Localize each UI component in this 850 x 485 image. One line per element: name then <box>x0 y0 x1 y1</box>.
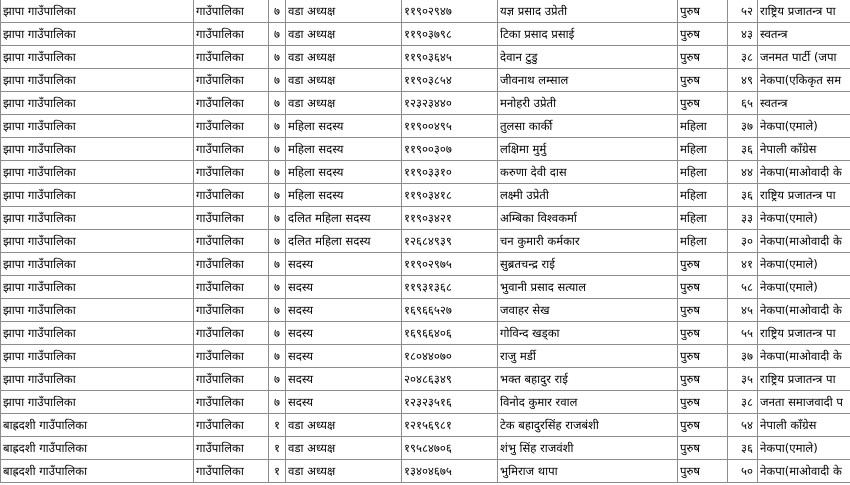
cell-district[interactable]: बाह्रदशी गाउँपालिका <box>1 460 194 483</box>
cell-district[interactable]: झापा गाउँपालिका <box>1 46 194 69</box>
table-row <box>1 0 850 23</box>
cell-ward[interactable]: ७ <box>269 299 286 322</box>
cell-district[interactable]: झापा गाउँपालिका <box>1 184 194 207</box>
cell-district[interactable]: झापा गाउँपालिका <box>1 345 194 368</box>
cell-district[interactable]: झापा गाउँपालिका <box>1 161 194 184</box>
cell-gender[interactable]: पुरुष <box>678 0 728 23</box>
cell-party[interactable]: स्वतन्त्र <box>758 92 850 115</box>
table-row <box>1 161 850 184</box>
cell-ward[interactable]: ७ <box>269 0 286 23</box>
cell-municipality-type[interactable]: गाउँपालिका <box>194 138 269 161</box>
cell-gender[interactable]: महिला <box>678 138 728 161</box>
cell-candidate-name[interactable]: लक्षिमा मुर्मु <box>498 138 678 161</box>
cell-voter-id[interactable]: ११९०३४२१ <box>402 207 498 230</box>
cell-ward[interactable]: ७ <box>269 322 286 345</box>
cell-age[interactable]: ५२ <box>728 0 758 23</box>
cell-ward[interactable]: १ <box>269 460 286 483</box>
cell-party[interactable]: नेकपा(एमाले) <box>758 437 850 460</box>
table-row <box>1 46 850 69</box>
cell-age[interactable]: ३० <box>728 230 758 253</box>
cell-ward[interactable]: ७ <box>269 230 286 253</box>
cell-party[interactable]: राष्ट्रिय प्रजातन्त्र पा <box>758 184 850 207</box>
cell-candidate-name[interactable]: सुब्रतचन्द्र राई <box>498 253 678 276</box>
cell-party[interactable]: नेपाली काँग्रेस <box>758 138 850 161</box>
cell-municipality-type[interactable]: गाउँपालिका <box>194 207 269 230</box>
cell-candidate-name[interactable]: विनोद कुमार रवाल <box>498 391 678 414</box>
cell-ward[interactable]: ७ <box>269 368 286 391</box>
cell-age[interactable]: ४४ <box>728 161 758 184</box>
cell-age[interactable]: ३३ <box>728 207 758 230</box>
cell-post[interactable]: सदस्य <box>286 368 402 391</box>
cell-age[interactable]: ३६ <box>728 437 758 460</box>
cell-age[interactable]: ३८ <box>728 46 758 69</box>
cell-party[interactable]: नेकपा(एमाले) <box>758 276 850 299</box>
cell-post[interactable]: सदस्य <box>286 345 402 368</box>
cell-party[interactable]: राष्ट्रिय प्रजातन्त्र पा <box>758 368 850 391</box>
cell-district[interactable]: झापा गाउँपालिका <box>1 276 194 299</box>
cell-party[interactable]: जनता समाजवादी प <box>758 391 850 414</box>
cell-district[interactable]: बाह्रदशी गाउँपालिका <box>1 437 194 460</box>
cell-gender[interactable]: पुरुष <box>678 299 728 322</box>
cell-gender[interactable]: पुरुष <box>678 322 728 345</box>
cell-municipality-type[interactable]: गाउँपालिका <box>194 23 269 46</box>
cell-candidate-name[interactable]: भुमिराज थापा <box>498 460 678 483</box>
table-row <box>1 368 850 391</box>
cell-candidate-name[interactable]: भक्त बहादुर राई <box>498 368 678 391</box>
cell-party[interactable]: नेकपा(माओवादी के <box>758 230 850 253</box>
cell-ward[interactable]: ७ <box>269 161 286 184</box>
cell-candidate-name[interactable]: मनोहरी उप्रेती <box>498 92 678 115</box>
cell-party[interactable]: स्वतन्त्र <box>758 23 850 46</box>
table-row <box>1 299 850 322</box>
cell-voter-id[interactable]: ११९०३७९८ <box>402 23 498 46</box>
cell-post[interactable]: दलित महिला सदस्य <box>286 207 402 230</box>
cell-ward[interactable]: ७ <box>269 391 286 414</box>
cell-district[interactable]: झापा गाउँपालिका <box>1 391 194 414</box>
cell-district[interactable]: झापा गाउँपालिका <box>1 368 194 391</box>
table-row <box>1 253 850 276</box>
cell-age[interactable]: ३७ <box>728 345 758 368</box>
table-row <box>1 345 850 368</box>
cell-ward[interactable]: ७ <box>269 345 286 368</box>
cell-voter-id[interactable]: १८०४४०७० <box>402 345 498 368</box>
cell-municipality-type[interactable]: गाउँपालिका <box>194 368 269 391</box>
cell-municipality-type[interactable]: गाउँपालिका <box>194 437 269 460</box>
cell-voter-id[interactable]: ११९०३४१८ <box>402 184 498 207</box>
cell-candidate-name[interactable]: देवान टुडु <box>498 46 678 69</box>
cell-post[interactable]: सदस्य <box>286 299 402 322</box>
cell-party[interactable]: नेकपा(एमाले) <box>758 115 850 138</box>
cell-voter-id[interactable]: १२३२३४४० <box>402 92 498 115</box>
cell-post[interactable]: महिला सदस्य <box>286 184 402 207</box>
cell-municipality-type[interactable]: गाउँपालिका <box>194 115 269 138</box>
cell-candidate-name[interactable]: भुवानी प्रसाद सत्याल <box>498 276 678 299</box>
cell-post[interactable]: वडा अध्यक्ष <box>286 437 402 460</box>
cell-ward[interactable]: ७ <box>269 138 286 161</box>
cell-municipality-type[interactable]: गाउँपालिका <box>194 69 269 92</box>
cell-municipality-type[interactable]: गाउँपालिका <box>194 322 269 345</box>
cell-voter-id[interactable]: १६९६६५२७ <box>402 299 498 322</box>
cell-voter-id[interactable]: १३४०४६७५ <box>402 460 498 483</box>
cell-ward[interactable]: ७ <box>269 207 286 230</box>
cell-post[interactable]: दलित महिला सदस्य <box>286 230 402 253</box>
table-row <box>1 92 850 115</box>
cell-ward[interactable]: ७ <box>269 253 286 276</box>
cell-age[interactable]: ३५ <box>728 368 758 391</box>
cell-gender[interactable]: महिला <box>678 161 728 184</box>
cell-district[interactable]: झापा गाउँपालिका <box>1 253 194 276</box>
cell-district[interactable]: झापा गाउँपालिका <box>1 0 194 23</box>
table-row <box>1 23 850 46</box>
table-row <box>1 276 850 299</box>
table-row <box>1 69 850 92</box>
table-row <box>1 230 850 253</box>
cell-post[interactable]: महिला सदस्य <box>286 138 402 161</box>
cell-voter-id[interactable]: १६९६६४०६ <box>402 322 498 345</box>
cell-voter-id[interactable]: ११९०३३१० <box>402 161 498 184</box>
cell-party[interactable]: नेकपा(एमाले) <box>758 207 850 230</box>
cell-candidate-name[interactable]: यज्ञ प्रसाद उप्रेती <box>498 0 678 23</box>
table-body <box>1 0 850 483</box>
cell-candidate-name[interactable]: लक्ष्मी उप्रेती <box>498 184 678 207</box>
cell-post[interactable]: सदस्य <box>286 322 402 345</box>
cell-gender[interactable]: पुरुष <box>678 253 728 276</box>
cell-municipality-type[interactable]: गाउँपालिका <box>194 253 269 276</box>
cell-age[interactable]: ३६ <box>728 184 758 207</box>
cell-municipality-type[interactable]: गाउँपालिका <box>194 345 269 368</box>
cell-post[interactable]: वडा अध्यक्ष <box>286 460 402 483</box>
table-row <box>1 437 850 460</box>
cell-candidate-name[interactable]: तुलसा कार्की <box>498 115 678 138</box>
table-row <box>1 322 850 345</box>
cell-district[interactable]: झापा गाउँपालिका <box>1 138 194 161</box>
cell-municipality-type[interactable]: गाउँपालिका <box>194 184 269 207</box>
cell-gender[interactable]: पुरुष <box>678 345 728 368</box>
cell-age[interactable]: ५० <box>728 460 758 483</box>
cell-post[interactable]: महिला सदस्य <box>286 115 402 138</box>
cell-party[interactable]: नेपाली काँग्रेस <box>758 414 850 437</box>
cell-age[interactable]: ३८ <box>728 391 758 414</box>
cell-gender[interactable]: पुरुष <box>678 46 728 69</box>
cell-party[interactable]: नेकपा(माओवादी के <box>758 299 850 322</box>
cell-voter-id[interactable]: ११९००३०७ <box>402 138 498 161</box>
cell-municipality-type[interactable]: गाउँपालिका <box>194 391 269 414</box>
cell-age[interactable]: ४५ <box>728 299 758 322</box>
cell-age[interactable]: ४९ <box>728 69 758 92</box>
cell-candidate-name[interactable]: करुणा देवी दास <box>498 161 678 184</box>
cell-gender[interactable]: पुरुष <box>678 391 728 414</box>
cell-ward[interactable]: १ <box>269 437 286 460</box>
cell-candidate-name[interactable]: टिका प्रसाद प्रसाई <box>498 23 678 46</box>
cell-ward[interactable]: ७ <box>269 276 286 299</box>
cell-district[interactable]: झापा गाउँपालिका <box>1 92 194 115</box>
cell-voter-id[interactable]: १९५८४७०६ <box>402 437 498 460</box>
cell-ward[interactable]: ७ <box>269 92 286 115</box>
cell-voter-id[interactable]: १२१५६९८१ <box>402 414 498 437</box>
cell-candidate-name[interactable]: जीवनाथ लम्साल <box>498 69 678 92</box>
cell-age[interactable]: ४१ <box>728 253 758 276</box>
cell-gender[interactable]: पुरुष <box>678 69 728 92</box>
cell-district[interactable]: झापा गाउँपालिका <box>1 230 194 253</box>
cell-candidate-name[interactable]: राजु मर्डी <box>498 345 678 368</box>
cell-ward[interactable]: ७ <box>269 46 286 69</box>
cell-gender[interactable]: महिला <box>678 230 728 253</box>
cell-post[interactable]: वडा अध्यक्ष <box>286 46 402 69</box>
cell-party[interactable]: जनमत पार्टी (जपा <box>758 46 850 69</box>
cell-age[interactable]: ३७ <box>728 115 758 138</box>
cell-gender[interactable]: महिला <box>678 115 728 138</box>
cell-candidate-name[interactable]: चन कुमारी कर्मकार <box>498 230 678 253</box>
table-row <box>1 207 850 230</box>
cell-candidate-name[interactable]: गोविन्द खड्का <box>498 322 678 345</box>
cell-ward[interactable]: ७ <box>269 115 286 138</box>
cell-party[interactable]: नेकपा(माओवादी के <box>758 161 850 184</box>
cell-district[interactable]: झापा गाउँपालिका <box>1 23 194 46</box>
cell-post[interactable]: वडा अध्यक्ष <box>286 414 402 437</box>
cell-gender[interactable]: पुरुष <box>678 92 728 115</box>
cell-voter-id[interactable]: ११९०२९४७ <box>402 0 498 23</box>
cell-voter-id[interactable]: ११९००४९५ <box>402 115 498 138</box>
table-row <box>1 460 850 483</box>
cell-district[interactable]: झापा गाउँपालिका <box>1 322 194 345</box>
cell-party[interactable]: नेकपा(एमाले) <box>758 253 850 276</box>
cell-district[interactable]: झापा गाउँपालिका <box>1 115 194 138</box>
cell-candidate-name[interactable]: अम्बिका विश्वकर्मा <box>498 207 678 230</box>
cell-municipality-type[interactable]: गाउँपालिका <box>194 460 269 483</box>
cell-age[interactable]: ३६ <box>728 138 758 161</box>
table-row <box>1 115 850 138</box>
cell-candidate-name[interactable]: शंभु सिंह राजवंशी <box>498 437 678 460</box>
cell-party[interactable]: नेकपा(माओवादी के <box>758 460 850 483</box>
cell-post[interactable]: सदस्य <box>286 253 402 276</box>
cell-gender[interactable]: महिला <box>678 207 728 230</box>
cell-gender[interactable]: पुरुष <box>678 437 728 460</box>
cell-age[interactable]: ५४ <box>728 414 758 437</box>
cell-voter-id[interactable]: ११९०३६४५ <box>402 46 498 69</box>
cell-ward[interactable]: १ <box>269 414 286 437</box>
cell-district[interactable]: झापा गाउँपालिका <box>1 69 194 92</box>
cell-voter-id[interactable]: १२६८४९३९ <box>402 230 498 253</box>
cell-age[interactable]: ५८ <box>728 276 758 299</box>
cell-post[interactable]: सदस्य <box>286 276 402 299</box>
cell-municipality-type[interactable]: गाउँपालिका <box>194 161 269 184</box>
cell-district[interactable]: बाह्रदशी गाउँपालिका <box>1 414 194 437</box>
cell-party[interactable]: राष्ट्रिय प्रजातन्त्र पा <box>758 322 850 345</box>
cell-party[interactable]: नेकपा(एकिकृत सम <box>758 69 850 92</box>
cell-age[interactable]: ४३ <box>728 23 758 46</box>
cell-post[interactable]: वडा अध्यक्ष <box>286 23 402 46</box>
cell-ward[interactable]: ७ <box>269 184 286 207</box>
cell-municipality-type[interactable]: गाउँपालिका <box>194 414 269 437</box>
cell-voter-id[interactable]: ११९०२९७५ <box>402 253 498 276</box>
table-row <box>1 391 850 414</box>
cell-voter-id[interactable]: ११९३१३६८ <box>402 276 498 299</box>
cell-gender[interactable]: पुरुष <box>678 414 728 437</box>
cell-candidate-name[interactable]: जवाहर सेख <box>498 299 678 322</box>
cell-voter-id[interactable]: १२३२३५१६ <box>402 391 498 414</box>
cell-age[interactable]: ६५ <box>728 92 758 115</box>
cell-municipality-type[interactable]: गाउँपालिका <box>194 0 269 23</box>
cell-age[interactable]: ५५ <box>728 322 758 345</box>
cell-gender[interactable]: पुरुष <box>678 460 728 483</box>
cell-district[interactable]: झापा गाउँपालिका <box>1 299 194 322</box>
cell-candidate-name[interactable]: टेक बहादुरसिंह राजबंशी <box>498 414 678 437</box>
cell-municipality-type[interactable]: गाउँपालिका <box>194 276 269 299</box>
cell-district[interactable]: झापा गाउँपालिका <box>1 207 194 230</box>
cell-voter-id[interactable]: २०४८६३४९ <box>402 368 498 391</box>
cell-gender[interactable]: पुरुष <box>678 368 728 391</box>
cell-municipality-type[interactable]: गाउँपालिका <box>194 230 269 253</box>
cell-gender[interactable]: महिला <box>678 184 728 207</box>
cell-party[interactable]: नेकपा(माओवादी के <box>758 345 850 368</box>
cell-post[interactable]: महिला सदस्य <box>286 161 402 184</box>
cell-ward[interactable]: ७ <box>269 23 286 46</box>
table-row <box>1 138 850 161</box>
table-row <box>1 414 850 437</box>
cell-ward[interactable]: ७ <box>269 69 286 92</box>
cell-municipality-type[interactable]: गाउँपालिका <box>194 46 269 69</box>
cell-municipality-type[interactable]: गाउँपालिका <box>194 92 269 115</box>
table-row <box>1 184 850 207</box>
cell-voter-id[interactable]: ११९०३८५४ <box>402 69 498 92</box>
cell-gender[interactable]: पुरुष <box>678 23 728 46</box>
cell-post[interactable]: वडा अध्यक्ष <box>286 0 402 23</box>
cell-gender[interactable]: पुरुष <box>678 276 728 299</box>
cell-post[interactable]: सदस्य <box>286 391 402 414</box>
cell-post[interactable]: वडा अध्यक्ष <box>286 92 402 115</box>
cell-post[interactable]: वडा अध्यक्ष <box>286 69 402 92</box>
cell-municipality-type[interactable]: गाउँपालिका <box>194 299 269 322</box>
cell-party[interactable]: राष्ट्रिय प्रजातन्त्र पा <box>758 0 850 23</box>
